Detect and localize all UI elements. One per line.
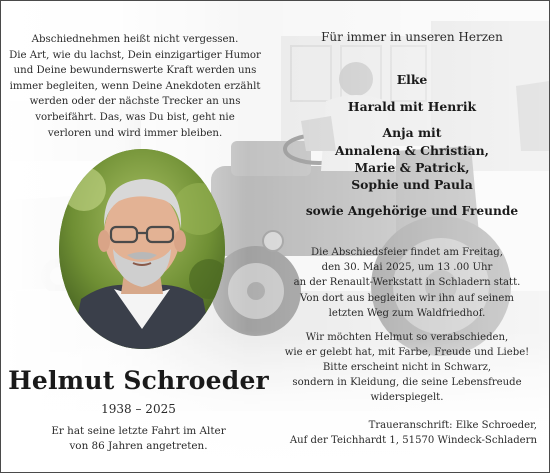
- poem-line: und Deine bewundernswerte Kraft werden uns: [13, 65, 257, 77]
- mourner-line: Annalena & Christian,: [335, 142, 489, 158]
- mourner-anja-group: [281, 124, 543, 194]
- wish-line: widerspiegelt.: [370, 391, 444, 403]
- poem-line: vorbeifährt. Das, was Du bist, geht nie: [35, 111, 235, 123]
- hearts-heading: Für immer in unseren Herzen: [321, 30, 503, 44]
- ceremony-line: Von dort aus begleiten wir ihn auf seinem: [300, 292, 514, 304]
- address-line: Auf der Teichhardt 1, 51570 Windeck-Schladern: [289, 435, 537, 447]
- mourner-harald: Harald mit Henrik: [347, 98, 477, 114]
- mourner-line: Anja mit: [382, 125, 442, 141]
- ceremony-line: Die Abschiedsfeier findet am Freitag,: [311, 247, 503, 258]
- portrait-illustration: [59, 149, 225, 349]
- poem-line: Die Art, wie du lachst, Dein einzigartiger Humor: [9, 49, 261, 61]
- note-line: Er hat seine letzte Fahrt im Alter: [51, 425, 226, 437]
- deceased-name: Helmut Schroeder: [8, 366, 269, 395]
- mourner-line: Marie & Patrick,: [354, 160, 470, 175]
- poem-line: verloren und wird immer bleiben.: [47, 127, 223, 139]
- mourning-address: [271, 418, 543, 449]
- wish-line: Wir möchten Helmut so verabschieden,: [305, 332, 509, 343]
- life-years: 1938 – 2025: [101, 402, 176, 416]
- dress-code-note: [271, 331, 543, 406]
- address-line: Traueranschrift: Elke Schroeder,: [368, 420, 537, 431]
- portrait-photo: [59, 149, 225, 349]
- wish-line: sondern in Kleidung, die seine Lebensfreude: [292, 376, 522, 388]
- poem-line: werden oder der nächste Trecker an uns: [29, 96, 241, 108]
- wish-line: Bitte erscheint nicht in Schwarz,: [322, 361, 492, 373]
- poem-line: Abschiednehmen heißt nicht vergessen.: [31, 34, 239, 45]
- ceremony-info: [271, 245, 543, 321]
- ceremony-line: an der Renault-Werkstatt in Schladern statt.: [293, 277, 521, 289]
- last-ride-note: [1, 424, 276, 455]
- wish-line: wie er gelebt hat, mit Farbe, Freude und Liebe!: [284, 346, 530, 358]
- mourner-relatives: sowie Angehörige und Freunde: [305, 203, 519, 218]
- mourner-elke: Elke: [396, 72, 428, 87]
- mourner-line: Sophie und Paula: [351, 177, 473, 193]
- poem-line: immer begleiten, wenn Deine Anekdoten erzählt: [9, 80, 261, 92]
- farewell-poem: [7, 32, 263, 141]
- ceremony-line: letzten Weg zum Waldfriedhof.: [328, 307, 486, 319]
- mourners-list: [281, 71, 543, 220]
- note-line: von 86 Jahren angetreten.: [69, 440, 208, 453]
- ceremony-line: den 30. Mai 2025, um 13 .00 Uhr: [321, 262, 493, 274]
